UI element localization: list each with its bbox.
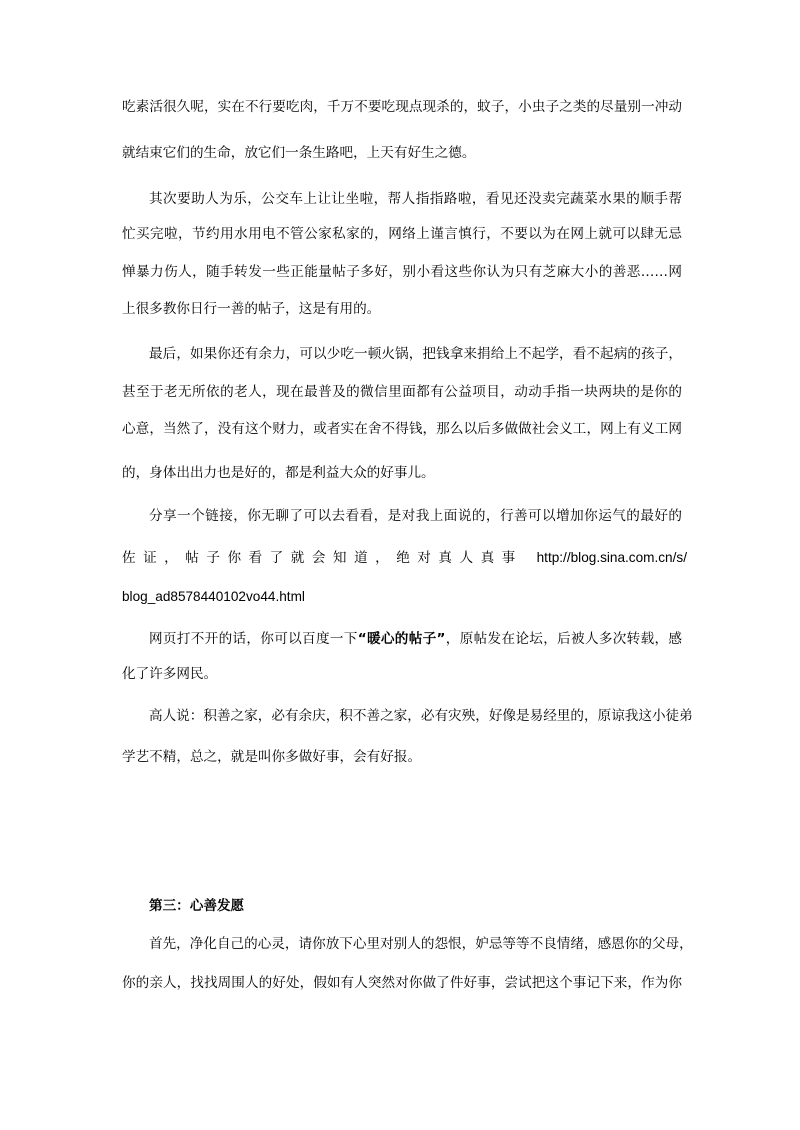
text-line: 忙买完啦，节约用水用电不管公家私家的，网络上谨言慎行，不要以为在网上就可以肆无忌: [122, 226, 682, 242]
text-segment: ，原帖发在论坛，后被人多次转载，感: [445, 631, 683, 647]
text-segment: 佐证，帖子你看了就会知道，绝对真人真事: [122, 550, 523, 566]
text-line: 最后，如果你还有余力，可以少吃一顿火锅，把钱拿来捐给上不起学，看不起病的孩子，: [149, 346, 682, 362]
text-line: 学艺不精，总之，就是叫你多做好事，会有好报。: [122, 749, 422, 765]
blog-link[interactable]: http://blog.sina.com.cn/s/: [536, 550, 687, 565]
text-line: 就结束它们的生命，放它们一条生路吧，上天有好生之德。: [122, 145, 476, 161]
text-line: [149, 629, 682, 649]
text-line: 其次要助人为乐，公交车上让让坐啦，帮人指指路啦，看见还没卖完蔬菜水果的顺手帮: [149, 191, 682, 207]
bold-keyword: “暖心的帖子”: [357, 631, 446, 647]
text-line: [122, 548, 687, 568]
text-line: 吃素活很久呢，实在不行要吃肉，千万不要吃现点现杀的，蚊子，小虫子之类的尽量别一冲动: [122, 99, 682, 115]
text-line: 分享一个链接，你无聊了可以去看看，是对我上面说的，行善可以增加你运气的最好的: [149, 508, 682, 524]
blog-link-continued[interactable]: blog_ad8578440102vo44.html: [122, 589, 305, 604]
text-line: 心意，当然了，没有这个财力，或者实在舍不得钱，那么以后多做做社会义工，网上有义工网: [122, 421, 682, 437]
text-segment: 网页打不开的话，你可以百度一下: [149, 631, 358, 647]
text-line: 化了许多网民。: [122, 666, 218, 682]
text-line: 上很多教你日行一善的帖子，这是有用的。: [122, 301, 381, 317]
text-line: 你的亲人，找找周围人的好处，假如有人突然对你做了件好事，尝试把这个事记下来，作为你: [122, 975, 682, 991]
text-line: 惮暴力伤人，随手转发一些正能量帖子多好，别小看这些你认为只有芝麻大小的善恶……网: [122, 264, 682, 280]
text-line: 的，身体出出力也是好的，都是利益大众的好事儿。: [122, 465, 435, 481]
text-line: 甚至于老无所依的老人，现在最普及的微信里面都有公益项目，动动手指一块两块的是你的: [122, 384, 682, 400]
section-heading: 第三：心善发愿: [149, 898, 245, 914]
text-line: 首先，净化自己的心灵，请你放下心里对别人的怨恨，妒忌等等不良情绪，感恩你的父母，: [149, 936, 693, 952]
text-line: 高人说：积善之家，必有余庆，积不善之家，必有灾殃，好像是易经里的，原谅我这小徒弟: [149, 708, 693, 724]
